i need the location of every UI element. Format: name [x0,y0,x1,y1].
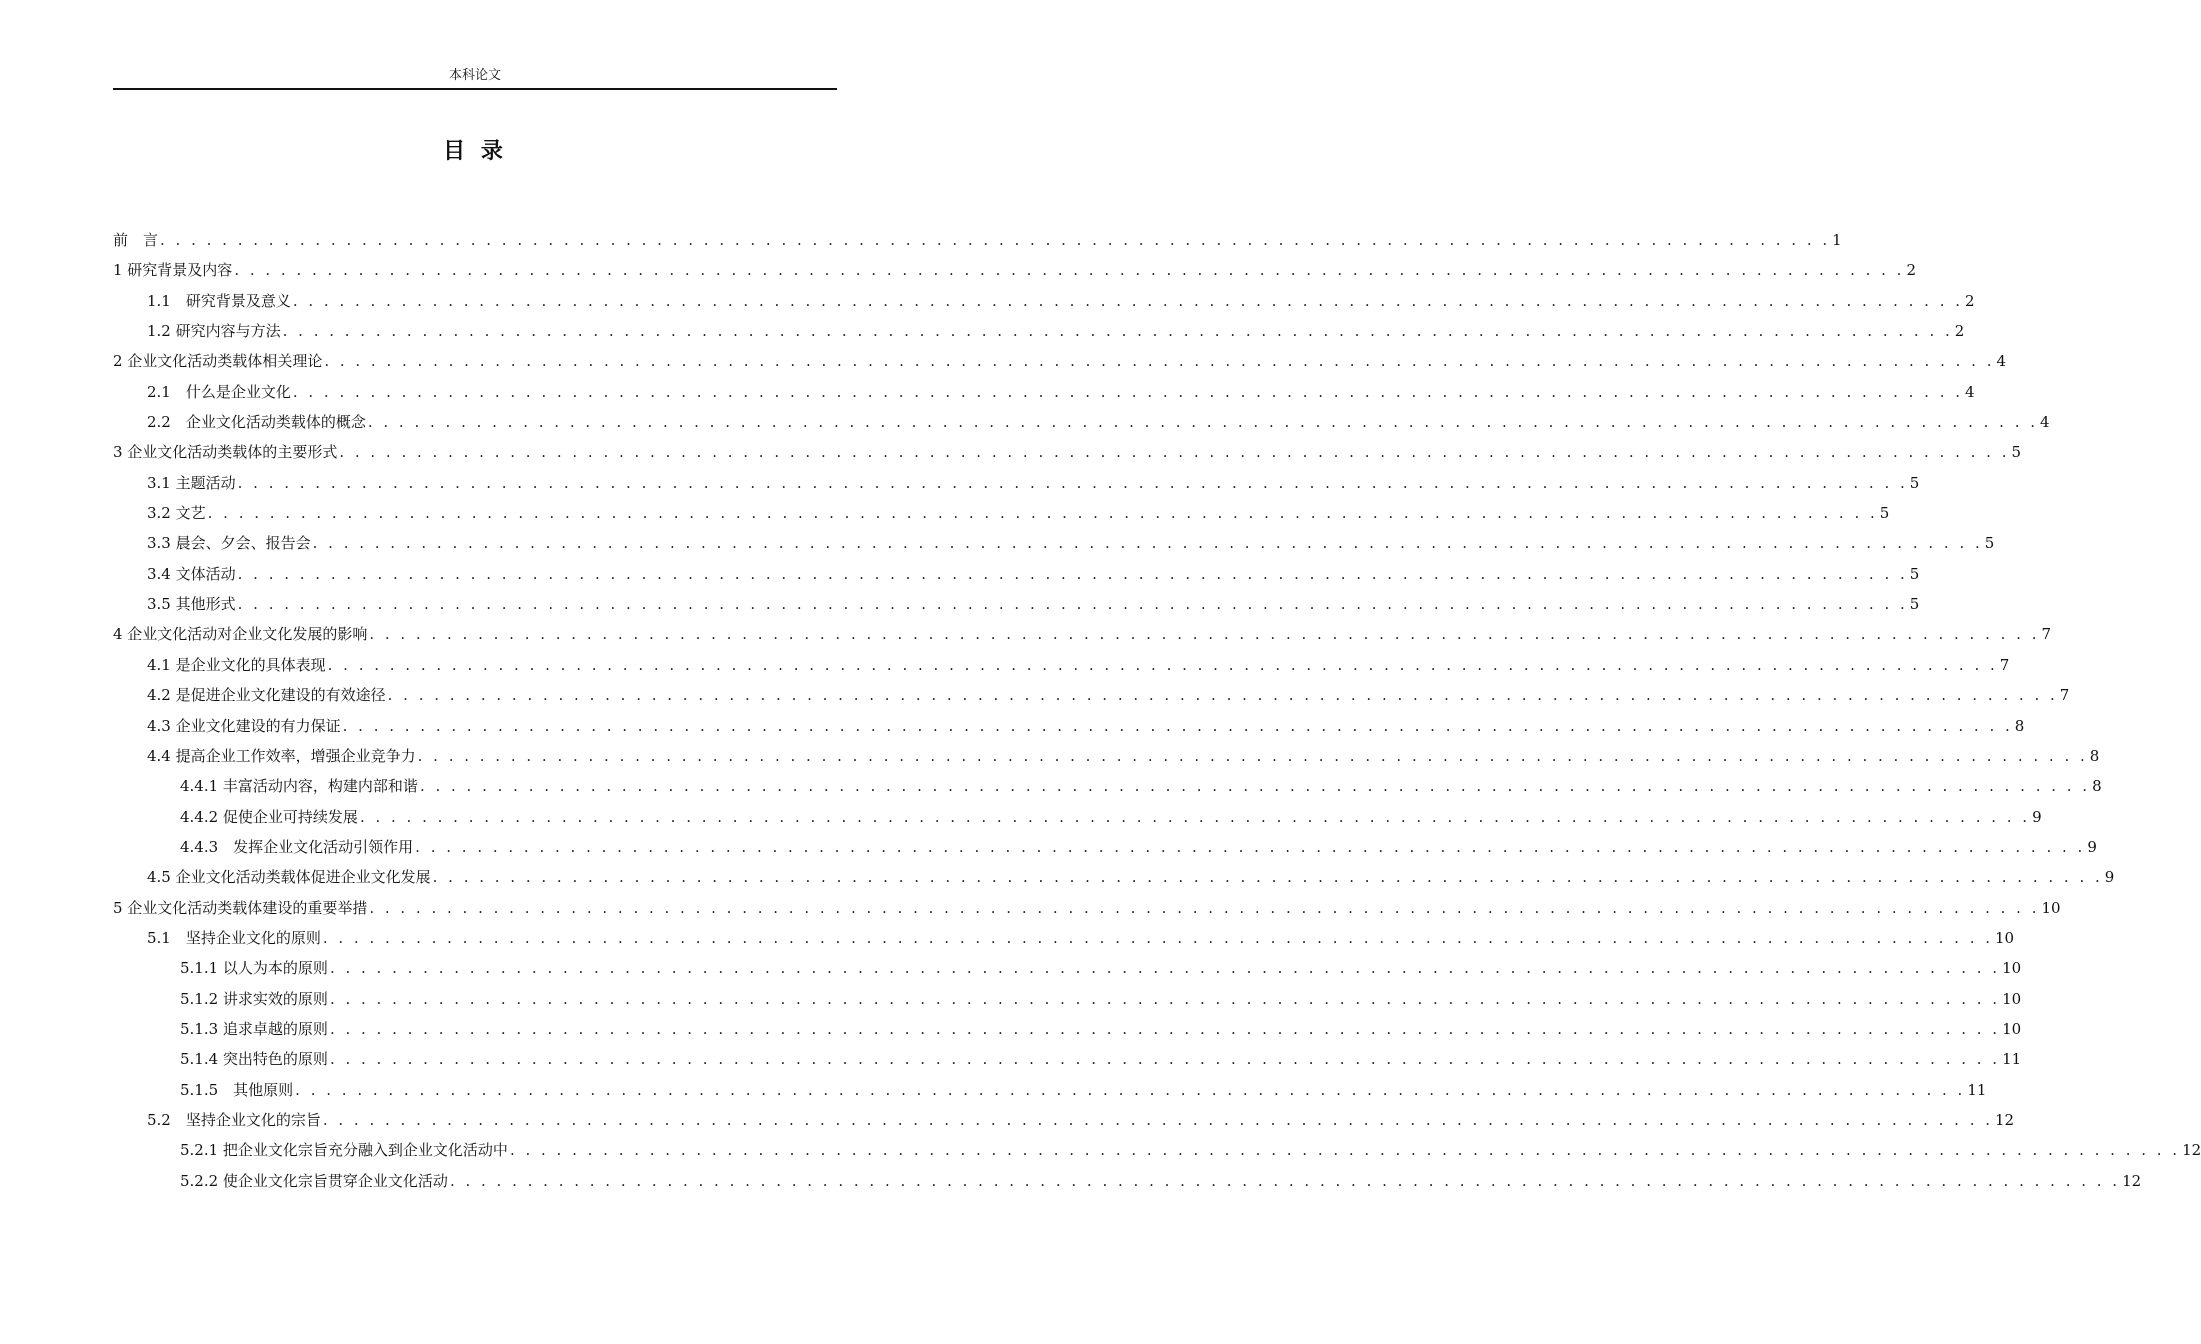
toc-entry [113,1105,2015,1135]
table-of-contents [113,225,2201,1196]
toc-entry-label: 2 企业文化活动类载体相关理论 [113,352,323,371]
toc-entry [113,893,2061,923]
toc-entry [113,1135,2201,1165]
toc-entry-label: 5.1.3 追求卓越的原则 [180,1019,328,1038]
toc-entry-page-number: 10 [2002,989,2022,1008]
toc-entry [113,741,2100,771]
toc-entry-page-number: 12 [2122,1171,2142,1190]
toc-entry-page-number: 2 [1965,291,1975,310]
toc-entry-label: 2.1 什么是企业文化 [147,382,291,401]
toc-entry-label: 3.4 文体活动 [147,564,236,583]
toc-dot-leader: . . . . . . . . . . . . . . . . . . . . . . . . . . . . . . . . . . . . . . . . . . . . . . . . . . . . . . . . . . . . . . . . . . . . . . . . . . . . . . . . . . . . . . . . . . . . . . . . . . . . . . . . . . . . [295,1080,1966,1099]
toc-entry [113,802,2042,832]
toc-dot-leader: . . . . . . . . . . . . . . . . . . . . . . . . . . . . . . . . . . . . . . . . . . . . . . . . . . . . . . . . . . . . . . . . . . . . . . . . . . . . . . . . . . . . . . . . . . . . . . . . . . . . . . . . . . . . [237,473,1908,492]
toc-entry [113,923,2015,953]
toc-entry-label: 4 企业文化活动对企业文化发展的影响 [113,625,368,644]
toc-entry [113,528,1995,558]
toc-entry [113,286,1975,316]
toc-dot-leader: . . . . . . . . . . . . . . . . . . . . . . . . . . . . . . . . . . . . . . . . . . . . . . . . . . . . . . . . . . . . . . . . . . . . . . . . . . . . . . . . . . . . . . . . . . . . . . . . . . . . . . . . . . . . [369,625,2040,644]
toc-dot-leader: . . . . . . . . . . . . . . . . . . . . . . . . . . . . . . . . . . . . . . . . . . . . . . . . . . . . . . . . . . . . . . . . . . . . . . . . . . . . . . . . . . . . . . . . . . . . . . . . . . . . . . . . . . . . [415,837,2086,856]
toc-dot-leader: . . . . . . . . . . . . . . . . . . . . . . . . . . . . . . . . . . . . . . . . . . . . . . . . . . . . . . . . . . . . . . . . . . . . . . . . . . . . . . . . . . . . . . . . . . . . . . . . . . . . . . . . . . . . [237,595,1908,614]
toc-entry-label: 5 企业文化活动类载体建设的重要举措 [113,898,368,917]
toc-entry-page-number: 12 [1995,1110,2015,1129]
toc-entry-page-number: 12 [2182,1141,2201,1160]
toc-dot-leader: . . . . . . . . . . . . . . . . . . . . . . . . . . . . . . . . . . . . . . . . . . . . . . . . . . . . . . . . . . . . . . . . . . . . . . . . . . . . . . . . . . . . . . . . . . . . . . . . . . . . . . . . . . . . [324,352,1995,371]
toc-entry [113,1014,2022,1044]
toc-entry-label: 3 企业文化活动类载体的主要形式 [113,443,338,462]
toc-dot-leader: . . . . . . . . . . . . . . . . . . . . . . . . . . . . . . . . . . . . . . . . . . . . . . . . . . . . . . . . . . . . . . . . . . . . . . . . . . . . . . . . . . . . . . . . . . . . . . . . . . . . . . . . . . . . [329,1019,2001,1038]
toc-entry-page-number: 9 [2032,807,2042,826]
toc-entry-page-number: 10 [2041,898,2061,917]
toc-dot-leader: . . . . . . . . . . . . . . . . . . . . . . . . . . . . . . . . . . . . . . . . . . . . . . . . . . . . . . . . . . . . . . . . . . . . . . . . . . . . . . . . . . . . . . . . . . . . . . . . . . . . . . . . . . . . [322,1110,1993,1129]
toc-entry-page-number: 7 [1999,655,2010,674]
toc-dot-leader: . . . . . . . . . . . . . . . . . . . . . . . . . . . . . . . . . . . . . . . . . . . . . . . . . . . . . . . . . . . . . . . . . . . . . . . . . . . . . . . . . . . . . . . . . . . . . . . . . . . . . . . . . . . . [387,686,2058,705]
toc-entry-page-number: 5 [2011,443,2022,462]
toc-entry [113,589,1920,619]
toc-entry [113,316,1965,346]
toc-entry-label: 3.5 其他形式 [147,595,236,614]
toc-entry-label: 5.2.2 使企业文化宗旨贯穿企业文化活动 [180,1171,448,1190]
toc-entry-page-number: 7 [2059,686,2070,705]
page-header [113,66,837,90]
toc-entry-page-number: 8 [2089,746,2100,765]
toc-dot-leader: . . . . . . . . . . . . . . . . . . . . . . . . . . . . . . . . . . . . . . . . . . . . . . . . . . . . . . . . . . . . . . . . . . . . . . . . . . . . . . . . . . . . . . . . . . . . . . . . . . . . . . . . . . . . [449,1171,2121,1190]
toc-entry-label: 3.2 文艺 [147,504,206,523]
toc-dot-leader: . . . . . . . . . . . . . . . . . . . . . . . . . . . . . . . . . . . . . . . . . . . . . . . . . . . . . . . . . . . . . . . . . . . . . . . . . . . . . . . . . . . . . . . . . . . . . . . . . . . . . . . . . . . . [359,807,2031,826]
toc-entry [113,377,1975,407]
toc-dot-leader: . . . . . . . . . . . . . . . . . . . . . . . . . . . . . . . . . . . . . . . . . . . . . . . . . . . . . . . . . . . . . . . . . . . . . . . . . . . . . . . . . . . . . . . . . . . . . . . . . . . . . . . . . . . . [329,1050,2001,1069]
toc-entry-page-number: 9 [2104,868,2115,887]
toc-entry [113,225,1842,255]
toc-dot-leader: . . . . . . . . . . . . . . . . . . . . . . . . . . . . . . . . . . . . . . . . . . . . . . . . . . . . . . . . . . . . . . . . . . . . . . . . . . . . . . . . . . . . . . . . . . . . . . . . . . . . . . . . . . . . [367,413,2038,432]
page-title: 目 录 [443,139,507,164]
toc-entry [113,680,2070,710]
toc-entry-label: 4.1 是企业文化的具体表现 [147,655,326,674]
toc-entry-page-number: 10 [2002,959,2022,978]
toc-entry-label: 4.4 提高企业工作效率，增强企业竞争力 [147,746,416,765]
toc-entry [113,255,1916,285]
toc-dot-leader: . . . . . . . . . . . . . . . . . . . . . . . . . . . . . . . . . . . . . . . . . . . . . . . . . . . . . . . . . . . . . . . . . . . . . . . . . . . . . . . . . . . . . . . . . . . . . . . . . . . . . . . . . . . . [312,534,1983,553]
toc-dot-leader: . . . . . . . . . . . . . . . . . . . . . . . . . . . . . . . . . . . . . . . . . . . . . . . . . . . . . . . . . . . . . . . . . . . . . . . . . . . . . . . . . . . . . . . . . . . . . . . . . . . . . . . . . . . . [417,746,2088,765]
header-text: 本科论文 [448,68,501,83]
toc-entry-page-number: 4 [2040,413,2050,432]
toc-entry [113,832,2097,862]
toc-entry-label: 1 研究背景及内容 [113,261,233,280]
toc-entry-label: 4.4.2 促使企业可持续发展 [180,807,358,826]
toc-entry-label: 3.3 晨会、夕会、报告会 [147,534,311,553]
toc-entry-page-number: 8 [2014,716,2025,735]
toc-entry-page-number: 5 [1909,595,1920,614]
toc-entry [113,468,1920,498]
toc-dot-leader: . . . . . . . . . . . . . . . . . . . . . . . . . . . . . . . . . . . . . . . . . . . . . . . . . . . . . . . . . . . . . . . . . . . . . . . . . . . . . . . . . . . . . . . . . . . . . . . . . . . . . . . . . . . . [432,868,2103,887]
toc-entry [113,953,2022,983]
toc-entry [113,771,2102,801]
toc-entry-page-number: 8 [2092,777,2102,796]
toc-dot-leader: . . . . . . . . . . . . . . . . . . . . . . . . . . . . . . . . . . . . . . . . . . . . . . . . . . . . . . . . . . . . . . . . . . . . . . . . . . . . . . . . . . . . . . . . . . . . . . . . . . . . . . . . . . . . [329,989,2001,1008]
toc-dot-leader: . . . . . . . . . . . . . . . . . . . . . . . . . . . . . . . . . . . . . . . . . . . . . . . . . . . . . . . . . . . . . . . . . . . . . . . . . . . . . . . . . . . . . . . . . . . . . . . . . . . . . . . . . . . . [327,655,1998,674]
toc-dot-leader: . . . . . . . . . . . . . . . . . . . . . . . . . . . . . . . . . . . . . . . . . . . . . . . . . . . . . . . . . . . . . . . . . . . . . . . . . . . . . . . . . . . . . . . . . . . . . . . . . . . . . . . . . . . . [160,231,1831,249]
toc-entry-page-number: 7 [2041,625,2052,644]
toc-dot-leader: . . . . . . . . . . . . . . . . . . . . . . . . . . . . . . . . . . . . . . . . . . . . . . . . . . . . . . . . . . . . . . . . . . . . . . . . . . . . . . . . . . . . . . . . . . . . . . . . . . . . . . . . . . . . [207,504,1878,523]
toc-entry-label: 1.1 研究背景及意义 [147,291,291,310]
toc-entry-label: 5.1.2 讲求实效的原则 [180,989,328,1008]
toc-entry-page-number: 11 [1967,1080,1987,1099]
toc-entry [113,559,1920,589]
toc-entry-page-number: 9 [2087,837,2097,856]
toc-entry-label: 4.5 企业文化活动类载体促进企业文化发展 [147,868,431,887]
toc-dot-leader: . . . . . . . . . . . . . . . . . . . . . . . . . . . . . . . . . . . . . . . . . . . . . . . . . . . . . . . . . . . . . . . . . . . . . . . . . . . . . . . . . . . . . . . . . . . . . . . . . . . . . . . . . . . . [342,716,2013,735]
toc-dot-leader: . . . . . . . . . . . . . . . . . . . . . . . . . . . . . . . . . . . . . . . . . . . . . . . . . . . . . . . . . . . . . . . . . . . . . . . . . . . . . . . . . . . . . . . . . . . . . . . . . . . . . . . . . . . . [329,959,2001,978]
toc-entry-label: 前 言 [113,231,159,249]
toc-entry-page-number: 10 [2002,1019,2022,1038]
toc-dot-leader: . . . . . . . . . . . . . . . . . . . . . . . . . . . . . . . . . . . . . . . . . . . . . . . . . . . . . . . . . . . . . . . . . . . . . . . . . . . . . . . . . . . . . . . . . . . . . . . . . . . . . . . . . . . . [322,928,1993,947]
toc-entry-label: 5.1.5 其他原则 [180,1080,294,1099]
toc-entry-label: 5.1 坚持企业文化的原则 [147,928,321,947]
toc-entry [113,984,2022,1014]
toc-entry-label: 4.2 是促进企业文化建设的有效途径 [147,686,386,705]
toc-entry-page-number: 11 [2002,1050,2022,1069]
toc-dot-leader: . . . . . . . . . . . . . . . . . . . . . . . . . . . . . . . . . . . . . . . . . . . . . . . . . . . . . . . . . . . . . . . . . . . . . . . . . . . . . . . . . . . . . . . . . . . . . . . . . . . . . . . . . . . . [234,261,1905,280]
toc-entry-page-number: 5 [1879,504,1890,523]
toc-dot-leader: . . . . . . . . . . . . . . . . . . . . . . . . . . . . . . . . . . . . . . . . . . . . . . . . . . . . . . . . . . . . . . . . . . . . . . . . . . . . . . . . . . . . . . . . . . . . . . . . . . . . . . . . . . . . [237,564,1908,583]
toc-entry-page-number: 2 [1906,261,1916,280]
toc-entry-page-number: 4 [1965,382,1975,401]
toc-entry-label: 5.2.1 把企业文化宗旨充分融入到企业文化活动中 [180,1141,508,1160]
toc-entry [113,619,2052,649]
toc-entry-label: 1.2 研究内容与方法 [147,322,281,341]
toc-entry [113,1166,2142,1196]
toc-entry-label: 3.1 主题活动 [147,473,236,492]
toc-dot-leader: . . . . . . . . . . . . . . . . . . . . . . . . . . . . . . . . . . . . . . . . . . . . . . . . . . . . . . . . . . . . . . . . . . . . . . . . . . . . . . . . . . . . . . . . . . . . . . . . . . . . . . . . . . . . [282,322,1953,341]
toc-dot-leader: . . . . . . . . . . . . . . . . . . . . . . . . . . . . . . . . . . . . . . . . . . . . . . . . . . . . . . . . . . . . . . . . . . . . . . . . . . . . . . . . . . . . . . . . . . . . . . . . . . . . . . . . . . . . [369,898,2040,917]
toc-dot-leader: . . . . . . . . . . . . . . . . . . . . . . . . . . . . . . . . . . . . . . . . . . . . . . . . . . . . . . . . . . . . . . . . . . . . . . . . . . . . . . . . . . . . . . . . . . . . . . . . . . . . . . . . . . . . [292,382,1963,401]
toc-entry [113,650,2010,680]
toc-entry [113,862,2115,892]
toc-entry-label: 5.1.4 突出特色的原则 [180,1050,328,1069]
toc-entry-page-number: 5 [1909,473,1920,492]
toc-entry-page-number: 5 [1909,564,1920,583]
toc-entry-page-number: 1 [1832,231,1842,249]
toc-entry [113,711,2025,741]
toc-entry [113,1044,2022,1074]
toc-dot-leader: . . . . . . . . . . . . . . . . . . . . . . . . . . . . . . . . . . . . . . . . . . . . . . . . . . . . . . . . . . . . . . . . . . . . . . . . . . . . . . . . . . . . . . . . . . . . . . . . . . . . . . . . . . . . [339,443,2010,462]
toc-dot-leader: . . . . . . . . . . . . . . . . . . . . . . . . . . . . . . . . . . . . . . . . . . . . . . . . . . . . . . . . . . . . . . . . . . . . . . . . . . . . . . . . . . . . . . . . . . . . . . . . . . . . . . . . . . . . [509,1141,2181,1160]
toc-dot-leader: . . . . . . . . . . . . . . . . . . . . . . . . . . . . . . . . . . . . . . . . . . . . . . . . . . . . . . . . . . . . . . . . . . . . . . . . . . . . . . . . . . . . . . . . . . . . . . . . . . . . . . . . . . . . [419,777,2091,796]
toc-entry [113,407,2050,437]
toc-entry [113,1075,1987,1105]
toc-entry-label: 4.3 企业文化建设的有力保证 [147,716,341,735]
toc-entry-label: 2.2 企业文化活动类载体的概念 [147,413,366,432]
toc-dot-leader: . . . . . . . . . . . . . . . . . . . . . . . . . . . . . . . . . . . . . . . . . . . . . . . . . . . . . . . . . . . . . . . . . . . . . . . . . . . . . . . . . . . . . . . . . . . . . . . . . . . . . . . . . . . . [292,291,1963,310]
toc-entry-page-number: 2 [1954,322,1965,341]
toc-entry-label: 5.1.1 以人为本的原则 [180,959,328,978]
toc-entry-label: 5.2 坚持企业文化的宗旨 [147,1110,321,1129]
toc-entry [113,437,2022,467]
toc-entry-page-number: 4 [1996,352,2007,371]
toc-entry-page-number: 10 [1995,928,2015,947]
toc-entry [113,346,2007,376]
toc-entry [113,498,1890,528]
toc-entry-page-number: 5 [1984,534,1995,553]
toc-entry-label: 4.4.1 丰富活动内容，构建内部和谐 [180,777,418,796]
toc-entry-label: 4.4.3 发挥企业文化活动引领作用 [180,837,414,856]
